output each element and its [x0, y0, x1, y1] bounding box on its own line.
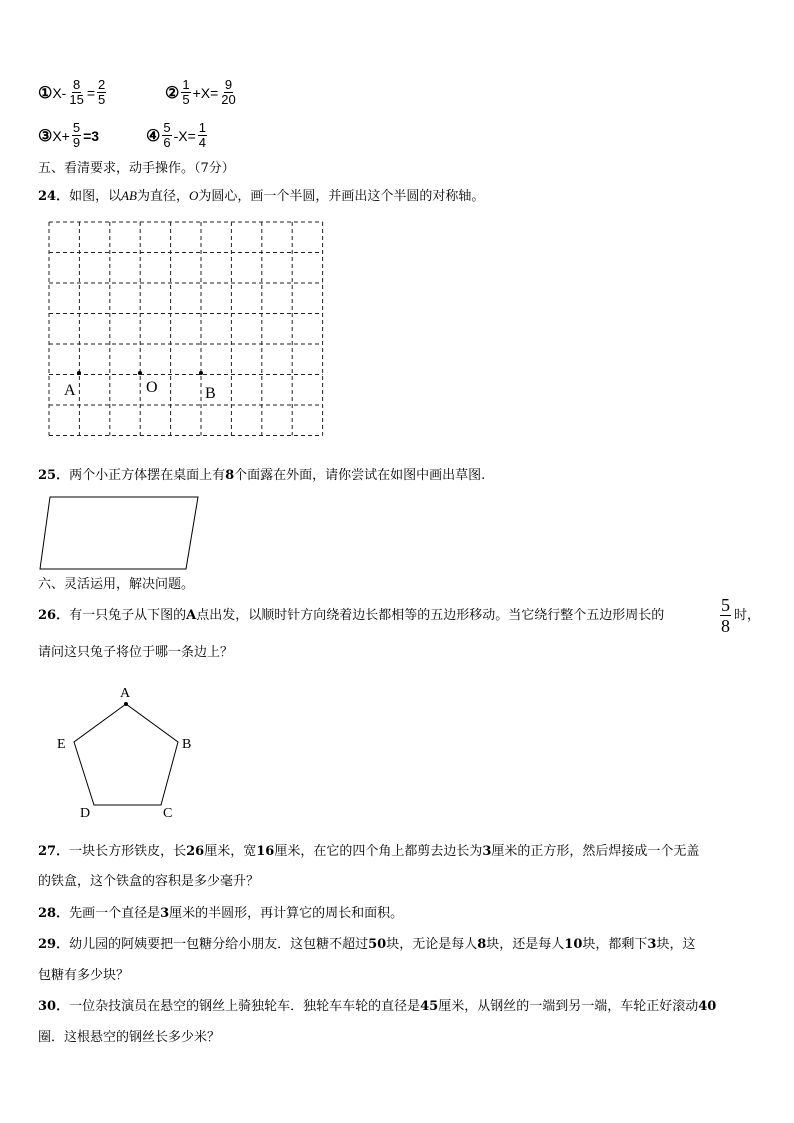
question-26-time: 时， — [734, 608, 761, 623]
question-29-line-1: 29．幼儿园的阿姨要把一包糖分给小朋友．这包糖不超过50块，无论是每人8块，还是每人10块，都剩下3块，这 — [38, 937, 696, 952]
equation-marker: ② — [165, 84, 180, 102]
section-6-heading: 六、灵活运用，解决问题。 — [38, 577, 195, 592]
equation-operator: =3 — [83, 127, 100, 144]
pentagon-label-a: A — [120, 686, 131, 701]
pentagon-label-b: B — [182, 737, 192, 752]
equation-operator: +X= — [192, 84, 219, 101]
question-25: 25．两个小正方体摆在桌面上有8个面露在外面，请你尝试在如图中画出草图. — [38, 468, 486, 483]
fraction: $\frac{8}{15}$ — [69, 77, 84, 107]
question-24: 24．如图，以AB为直径，O为圆心，画一个半圆，并画出这个半圆的对称轴。 — [38, 188, 485, 204]
question-26-line-2: 请问这只兔子将位于哪一条边上？ — [38, 645, 234, 660]
question-30-line-1: 30．一位杂技演员在悬空的钢丝上骑独轮车．独轮车车轮的直径是45厘米，从钢丝的一端到另一端，车轮正好滚动40 — [38, 999, 717, 1014]
fraction: $\frac{5}{9}$ — [72, 120, 81, 150]
fraction: $\frac{5}{6}$ — [163, 120, 171, 150]
label-a: A — [64, 382, 76, 399]
equation-prefix: X- — [52, 84, 67, 101]
question-27-line-2: 的铁盒，这个铁盒的容积是多少毫升？ — [38, 874, 260, 889]
pentagon-label-e: E — [57, 737, 66, 752]
pentagon-vertex-a — [124, 702, 128, 706]
fraction: $\frac{2}{5}$ — [98, 77, 106, 107]
question-27-line-1: 27．一块长方形铁皮，长26厘米，宽16厘米，在它的四个角上都剪去边长为3厘米的正方形，然后焊接成一个无盖 — [38, 844, 700, 859]
question-30-line-2: 圈．这根悬空的钢丝长多少米？ — [38, 1030, 221, 1045]
equation-operator: = — [86, 84, 95, 101]
equation-operator: -X= — [173, 127, 196, 144]
pentagon — [74, 704, 178, 805]
question-26-line-1: 26．有一只兔子从下图的A点出发，以顺时针方向绕着边长都相等的五边形移动。当它绕行整个五边形周长的 — [38, 608, 665, 623]
fraction: $\frac{9}{20}$ — [221, 77, 236, 107]
pentagon-label-d: D — [80, 806, 91, 821]
fraction: $\frac{1}{5}$ — [182, 77, 190, 107]
pentagon-label-c: C — [163, 806, 173, 821]
equation-marker: ③ — [38, 127, 53, 145]
equation-marker: ④ — [146, 127, 161, 145]
label-b: B — [205, 385, 216, 402]
equation-marker: ① — [38, 84, 53, 102]
equation-prefix: X+ — [52, 127, 70, 144]
section-5-heading: 五、看清要求，动手操作。（7分） — [38, 161, 235, 176]
label-o: O — [146, 379, 158, 396]
question-28: 28．先画一个直径是3厘米的半圆形，再计算它的周长和面积。 — [38, 906, 404, 921]
fraction-five-eighths: 5 8 — [721, 595, 730, 636]
fraction: $\frac{1}{4}$ — [198, 120, 206, 150]
question-29-line-2: 包糖有多少块？ — [38, 968, 130, 983]
